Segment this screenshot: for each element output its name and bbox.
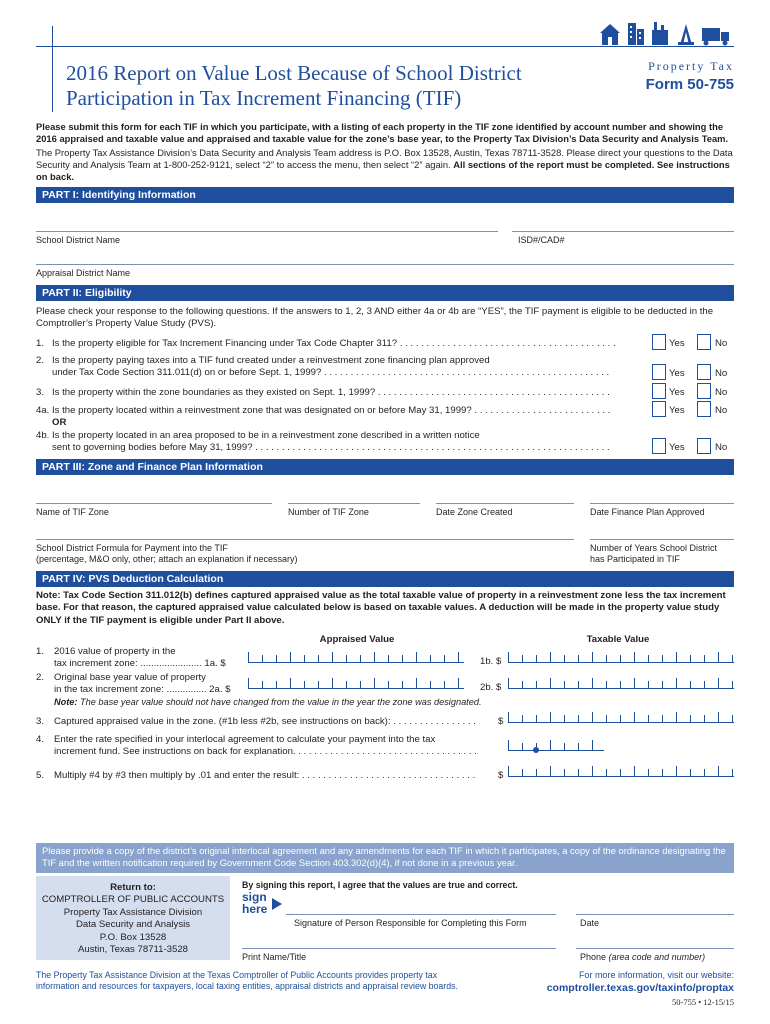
return-line-2: Property Tax Assistance Division: [63, 906, 203, 918]
digit-tick: [318, 681, 319, 688]
question-2-number: 2.: [36, 355, 45, 366]
line-5-dollar: $: [498, 770, 504, 781]
digit-tick: [416, 678, 417, 688]
q3-no-checkbox[interactable]: [697, 383, 711, 399]
digit-tick: [620, 681, 621, 688]
q4b-no-label: No: [715, 442, 728, 453]
number-of-tif-zone-line[interactable]: [288, 503, 420, 504]
form-title: [66, 61, 606, 111]
digit-tick: [276, 681, 277, 688]
digit-tick: [718, 652, 719, 662]
digit-tick: [430, 655, 431, 662]
line-5-label: Multiply #4 by #3 then multiply by .01 and enter the result: . . . . . . . . . . . . . . . . . . . . . . . . . . . . . . . . .: [54, 770, 476, 781]
title-line-1: 2016 Report on Value Lost Because of School District: [66, 61, 522, 85]
line-5-number: 5.: [36, 770, 45, 781]
print-name-line[interactable]: [242, 948, 556, 949]
q1-yes-checkbox[interactable]: [652, 334, 666, 350]
digit-tick: [718, 712, 719, 722]
q4a-no-label: No: [715, 405, 728, 416]
digit-tick: [704, 769, 705, 776]
question-4b-number: 4b.: [36, 430, 50, 441]
sign-here-mark: [242, 891, 267, 915]
digit-tick: [564, 655, 565, 662]
or-label: OR: [52, 417, 67, 429]
line-2-label-1: Original base year value of property: [54, 672, 206, 683]
line-2-number: 2.: [36, 672, 45, 683]
notice-box: Please provide a copy of the district’s original interlocal agreement and any amendments for each TIF in which it participates, a copy of the ordinance designating the TIF and the written notification required by Government Code Section 403.302(d)(4), if not done in a previous year.: [36, 843, 734, 873]
digit-tick: [634, 652, 635, 662]
return-line-3: Data Security and Analysis: [75, 919, 191, 931]
digit-tick: [634, 712, 635, 722]
digit-tick: [508, 652, 509, 662]
line-1a-appraised-input[interactable]: [248, 649, 464, 663]
question-2-line-2: under Tax Code Section 311.011(d) on or before Sept. 1, 1999? . . . . . . . . . . . . . . . . . . . . . . . . . . . . . . . . . . . . . . . . . . . . . . . . . . . . . .: [52, 367, 610, 379]
intro-address: [36, 147, 734, 184]
property-icons: [598, 20, 736, 46]
form-number: Form 50-755: [645, 76, 734, 93]
line-1b-label: 1b. $: [480, 656, 502, 667]
appraisal-district-line[interactable]: [36, 264, 734, 265]
question-2-line-1: Is the property paying taxes into a TIF fund created under a reinvestment zone financing plan approved: [52, 355, 490, 366]
digit-tick: [332, 678, 333, 688]
footer-left-line-2: information and resources for taxpayers, local taxing entities, appraisal districts and appraisal review boards.: [36, 981, 458, 992]
q3-yes-label: Yes: [669, 387, 685, 398]
digit-tick: [360, 655, 361, 662]
digit-tick: [304, 681, 305, 688]
return-line-1: COMPTROLLER OF PUBLIC ACCOUNTS: [41, 894, 225, 906]
return-line-4: P.O. Box 13528: [99, 931, 167, 943]
q2-no-label: No: [715, 368, 728, 379]
digit-tick: [522, 655, 523, 662]
years-label-line-2: has Participated in TIF: [590, 553, 680, 564]
address-text: The Property Tax Assistance Division’s Data Security and Analysis Team address is P.O. Box 13528, Austin, Texas 78711-3528. Please direct your questions to the Data Security and Analysis Team at 1-800-252-9121, select “2” to access the menu, then select “2” again.: [36, 147, 733, 171]
q4b-no-checkbox[interactable]: [697, 438, 711, 454]
line-3-input[interactable]: [508, 709, 734, 723]
q2-yes-checkbox[interactable]: [652, 364, 666, 380]
question-1: [36, 338, 646, 350]
digit-tick: [508, 712, 509, 722]
phone-label: [580, 952, 705, 963]
line-3: [36, 716, 496, 728]
part4-note: Note: Tax Code Section 311.012(b) defines captured appraised value as the total taxable value of property in a reinvestment zone less the tax increment base. For that reason, the captured appraised value calculated below is based on taxable values. A deduction will be made in the property value study ONLY if the TIF payment is eligible under Part II above.: [36, 590, 726, 626]
certify-statement: By signing this report, I agree that the values are true and correct.: [242, 880, 518, 890]
digit-tick: [578, 681, 579, 688]
school-district-name-label: School District Name: [36, 235, 121, 245]
date-zone-created-label: Date Zone Created: [436, 507, 513, 517]
digit-tick: [444, 681, 445, 688]
title-line-2: Participation in Tax Increment Financing (TIF): [66, 86, 462, 111]
digit-tick: [248, 652, 249, 662]
question-4b: [36, 430, 646, 455]
digit-tick: [550, 766, 551, 776]
header-vertical-rule: [52, 26, 53, 112]
digit-tick: [346, 681, 347, 688]
digit-tick: [592, 766, 593, 776]
part2-instructions: Please check your response to the following questions. If the answers to 1, 2, 3 AND either 4a or 4b are “YES”, the TIF payment is eligible to be deducted in the Comptroller’s Property Value Study (PVS).: [36, 306, 714, 330]
digit-tick: [564, 715, 565, 722]
digit-tick: [388, 681, 389, 688]
question-1-number: 1.: [36, 338, 45, 349]
question-4a-number: 4a.: [36, 405, 50, 416]
digit-tick: [402, 655, 403, 662]
footer-website-link[interactable]: comptroller.texas.gov/taxinfo/proptax: [546, 982, 734, 994]
digit-tick: [550, 740, 551, 750]
digit-tick: [704, 715, 705, 722]
line-1-label-2: tax increment zone: ....................... 1a. $: [54, 658, 226, 670]
digit-tick: [360, 681, 361, 688]
question-4a: [36, 405, 646, 430]
base-year-note: [54, 697, 482, 709]
here-label: here: [242, 902, 268, 916]
digit-tick: [536, 681, 537, 688]
digit-tick: [690, 655, 691, 662]
digit-tick: [592, 740, 593, 750]
line-4-number: 4.: [36, 734, 45, 745]
digit-tick: [536, 655, 537, 662]
digit-tick: [536, 769, 537, 776]
digit-tick: [522, 715, 523, 722]
digit-tick: [648, 681, 649, 688]
digit-tick: [620, 769, 621, 776]
digit-tick: [606, 769, 607, 776]
line-2b-taxable-input[interactable]: [508, 675, 734, 689]
digit-tick: [676, 766, 677, 776]
q4a-no-checkbox[interactable]: [697, 401, 711, 417]
digit-tick: [536, 715, 537, 722]
signature-date-line[interactable]: [576, 914, 734, 915]
intro-instructions: Please submit this form for each TIF in which you participate, with a listing of each property in the TIF zone identified by account number and showing the 2016 appraised and taxable value and appraised and taxable value for the zone’s base year, to the Property Tax Division’s Data Security and Analysis Team.: [36, 121, 729, 145]
digit-tick: [606, 655, 607, 662]
digit-tick: [606, 715, 607, 722]
digit-tick: [332, 652, 333, 662]
line-5-input[interactable]: [508, 763, 734, 777]
part3-heading: PART III: Zone and Finance Plan Information: [36, 459, 734, 475]
digit-tick: [578, 655, 579, 662]
digit-tick: [732, 655, 733, 662]
digit-tick: [522, 681, 523, 688]
digit-tick: [620, 655, 621, 662]
school-district-name-line[interactable]: [36, 231, 498, 232]
digit-tick: [578, 743, 579, 750]
signature-line[interactable]: [286, 914, 556, 915]
formula-label-line-2: (percentage, M&O only, other; attach an explanation if necessary): [36, 553, 298, 564]
sign-label: sign: [242, 890, 267, 904]
digit-tick: [508, 740, 509, 750]
digit-tick: [550, 652, 551, 662]
signature-label: Signature of Person Responsible for Completing this Form: [294, 918, 527, 928]
part4-heading: PART IV: PVS Deduction Calculation: [36, 571, 734, 587]
digit-tick: [402, 681, 403, 688]
digit-tick: [732, 769, 733, 776]
date-finance-plan-line[interactable]: [590, 503, 734, 504]
line-2: [36, 672, 246, 697]
digit-tick: [262, 655, 263, 662]
base-year-note-label: Note:: [54, 697, 78, 707]
q4a-yes-checkbox[interactable]: [652, 401, 666, 417]
digit-tick: [430, 681, 431, 688]
digit-tick: [662, 769, 663, 776]
appraised-value-header: Appraised Value: [319, 634, 395, 645]
digit-tick: [276, 655, 277, 662]
line-2-label-2: in the tax increment zone: ............... 2a. $: [54, 684, 231, 696]
digit-tick: [522, 743, 523, 750]
school-district-formula-label: [36, 543, 297, 565]
name-of-tif-zone-line[interactable]: [36, 503, 272, 504]
years-participated-label: [590, 543, 717, 565]
digit-tick: [718, 766, 719, 776]
footer-left-line-1: The Property Tax Assistance Division at the Texas Comptroller of Public Accounts provides property tax: [36, 970, 438, 980]
digit-tick: [564, 681, 565, 688]
question-1-text: Is the property eligible for Tax Increment Financing under Tax Code Chapter 311? . . . . . . . . . . . . . . . . . . . . . . . . . . . . . . . . . . . . . . . . .: [52, 338, 616, 349]
part1-heading: PART I: Identifying Information: [36, 187, 734, 203]
line-1: [36, 646, 246, 671]
digit-tick: [550, 678, 551, 688]
digit-tick: [564, 743, 565, 750]
return-to-box: [36, 876, 230, 960]
digit-tick: [704, 655, 705, 662]
name-of-tif-zone-label: Name of TIF Zone: [36, 507, 109, 517]
digit-tick: [732, 715, 733, 722]
header-rule: [36, 46, 734, 47]
isd-cad-line[interactable]: [512, 231, 734, 232]
digit-tick: [690, 715, 691, 722]
q1-yes-label: Yes: [669, 338, 685, 349]
line-1-number: 1.: [36, 646, 45, 657]
footer-left: [36, 970, 496, 993]
line-3-label: Captured appraised value in the zone. (#1b less #2b, see instructions on back): . . . . . . . . . . . . . . . .: [54, 716, 476, 727]
question-2: [36, 355, 646, 380]
digit-tick: [262, 681, 263, 688]
q1-no-checkbox[interactable]: [697, 334, 711, 350]
digit-tick: [676, 652, 677, 662]
years-participated-line[interactable]: [590, 539, 734, 540]
digit-tick: [690, 681, 691, 688]
digit-tick: [634, 678, 635, 688]
phone-label-text: Phone: [580, 952, 607, 962]
base-year-note-text: The base year value should not have changed from the value in the year the zone was designated.: [80, 697, 482, 707]
phone-line[interactable]: [576, 948, 734, 949]
factory-icon: [652, 22, 668, 45]
digit-tick: [662, 655, 663, 662]
digit-tick: [578, 769, 579, 776]
isd-cad-label: ISD#/CAD#: [518, 235, 565, 245]
school-district-formula-line[interactable]: [36, 539, 574, 540]
truck-icon: [702, 28, 729, 46]
phone-label-note: (area code and number): [608, 952, 706, 962]
digit-tick: [458, 652, 459, 662]
digit-tick: [416, 652, 417, 662]
q3-no-label: No: [715, 387, 728, 398]
question-3: [36, 387, 646, 399]
digit-tick: [290, 678, 291, 688]
line-4: [36, 734, 506, 759]
line-1b-taxable-input[interactable]: [508, 649, 734, 663]
q3-yes-checkbox[interactable]: [652, 383, 666, 399]
digit-tick: [620, 715, 621, 722]
print-name-label: Print Name/Title: [242, 952, 307, 962]
digit-tick: [564, 769, 565, 776]
digit-tick: [508, 766, 509, 776]
digit-tick: [388, 655, 389, 662]
number-of-tif-zone-label: Number of TIF Zone: [288, 507, 369, 517]
digit-tick: [718, 678, 719, 688]
return-line-5: Austin, Texas 78711-3528: [77, 944, 189, 956]
digit-tick: [374, 678, 375, 688]
date-finance-plan-approved-label: Date Finance Plan Approved: [590, 507, 705, 517]
digit-tick: [704, 681, 705, 688]
q4b-yes-checkbox[interactable]: [652, 438, 666, 454]
digit-tick: [662, 681, 663, 688]
line-2b-label: 2b. $: [480, 682, 502, 693]
appraisal-district-name-label: Appraisal District Name: [36, 268, 131, 278]
line-3-number: 3.: [36, 716, 45, 727]
digit-tick: [522, 769, 523, 776]
question-3-text: Is the property within the zone boundaries as they existed on Sept. 1, 1999? . . . . . . . . . . . . . . . . . . . . . . . . . . . . . . . . . . . . . . . . . . . .: [52, 387, 610, 398]
arrow-right-icon: [272, 898, 282, 910]
line-4-label-2: increment fund. See instructions on back for explanation. . . . . . . . . . . . . . . . . . . . . . . . . . . . . . . . . . .: [54, 746, 477, 758]
digit-tick: [634, 766, 635, 776]
digit-tick: [592, 678, 593, 688]
decimal-point: [533, 747, 539, 753]
digit-tick: [648, 769, 649, 776]
digit-tick: [458, 678, 459, 688]
line-4-rate-input[interactable]: [508, 737, 604, 751]
digit-tick: [444, 655, 445, 662]
question-3-number: 3.: [36, 387, 45, 398]
digit-tick: [592, 712, 593, 722]
digit-tick: [676, 712, 677, 722]
digit-tick: [648, 655, 649, 662]
digit-tick: [550, 712, 551, 722]
digit-tick: [578, 715, 579, 722]
date-label: Date: [580, 918, 600, 928]
return-to-label: Return to:: [110, 882, 156, 893]
digit-tick: [374, 652, 375, 662]
taxable-value-header: Taxable Value: [586, 634, 650, 645]
part2-heading: PART II: Eligibility: [36, 285, 734, 301]
digit-tick: [732, 681, 733, 688]
footer-website-prompt: For more information, visit our website:: [578, 970, 734, 980]
question-4b-line-1: Is the property located in an area proposed to be in a reinvestment zone described in a written notice: [52, 430, 480, 441]
digit-tick: [606, 681, 607, 688]
address-bold-text: All sections of the report must be completed. See instructions on back.: [36, 159, 730, 183]
date-zone-created-line[interactable]: [436, 503, 574, 504]
property-tax-label: Property Tax: [648, 59, 734, 73]
digit-tick: [648, 715, 649, 722]
digit-tick: [318, 655, 319, 662]
digit-tick: [248, 678, 249, 688]
line-4-label-1: Enter the rate specified in your interlocal agreement to calculate your payment into the tax: [54, 734, 436, 745]
q4a-yes-label: Yes: [669, 405, 685, 416]
line-1-label-1: 2016 value of property in the: [54, 646, 176, 657]
digit-tick: [592, 652, 593, 662]
years-label-line-1: Number of Years School District: [590, 543, 718, 553]
digit-tick: [304, 655, 305, 662]
oil-derrick-icon: [678, 24, 694, 45]
q4b-yes-label: Yes: [669, 442, 685, 453]
line-3-dollar: $: [498, 716, 504, 727]
form-revision-code: 50-755 • 12-15/15: [672, 997, 734, 1007]
formula-label-line-1: School District Formula for Payment into the TIF: [36, 543, 228, 553]
q2-no-checkbox[interactable]: [697, 364, 711, 380]
question-4a-text: Is the property located within a reinvestment zone that was designated on or before May 31, 1999? . . . . . . . . . . . . . . . . . . . . . . . . . .: [52, 405, 611, 416]
digit-tick: [290, 652, 291, 662]
digit-tick: [676, 678, 677, 688]
question-4b-line-2: sent to governing bodies before May 31, 1999? . . . . . . . . . . . . . . . . . . . . . . . . . . . . . . . . . . . . . . . . . . . . . . . . . . . . . . . . . . . . . . . . . . .: [52, 442, 610, 454]
line-2a-appraised-input[interactable]: [248, 675, 464, 689]
digit-tick: [346, 655, 347, 662]
line-5: [36, 770, 496, 782]
q2-yes-label: Yes: [669, 368, 685, 379]
digit-tick: [662, 715, 663, 722]
q1-no-label: No: [715, 338, 728, 349]
digit-tick: [508, 678, 509, 688]
digit-tick: [690, 769, 691, 776]
